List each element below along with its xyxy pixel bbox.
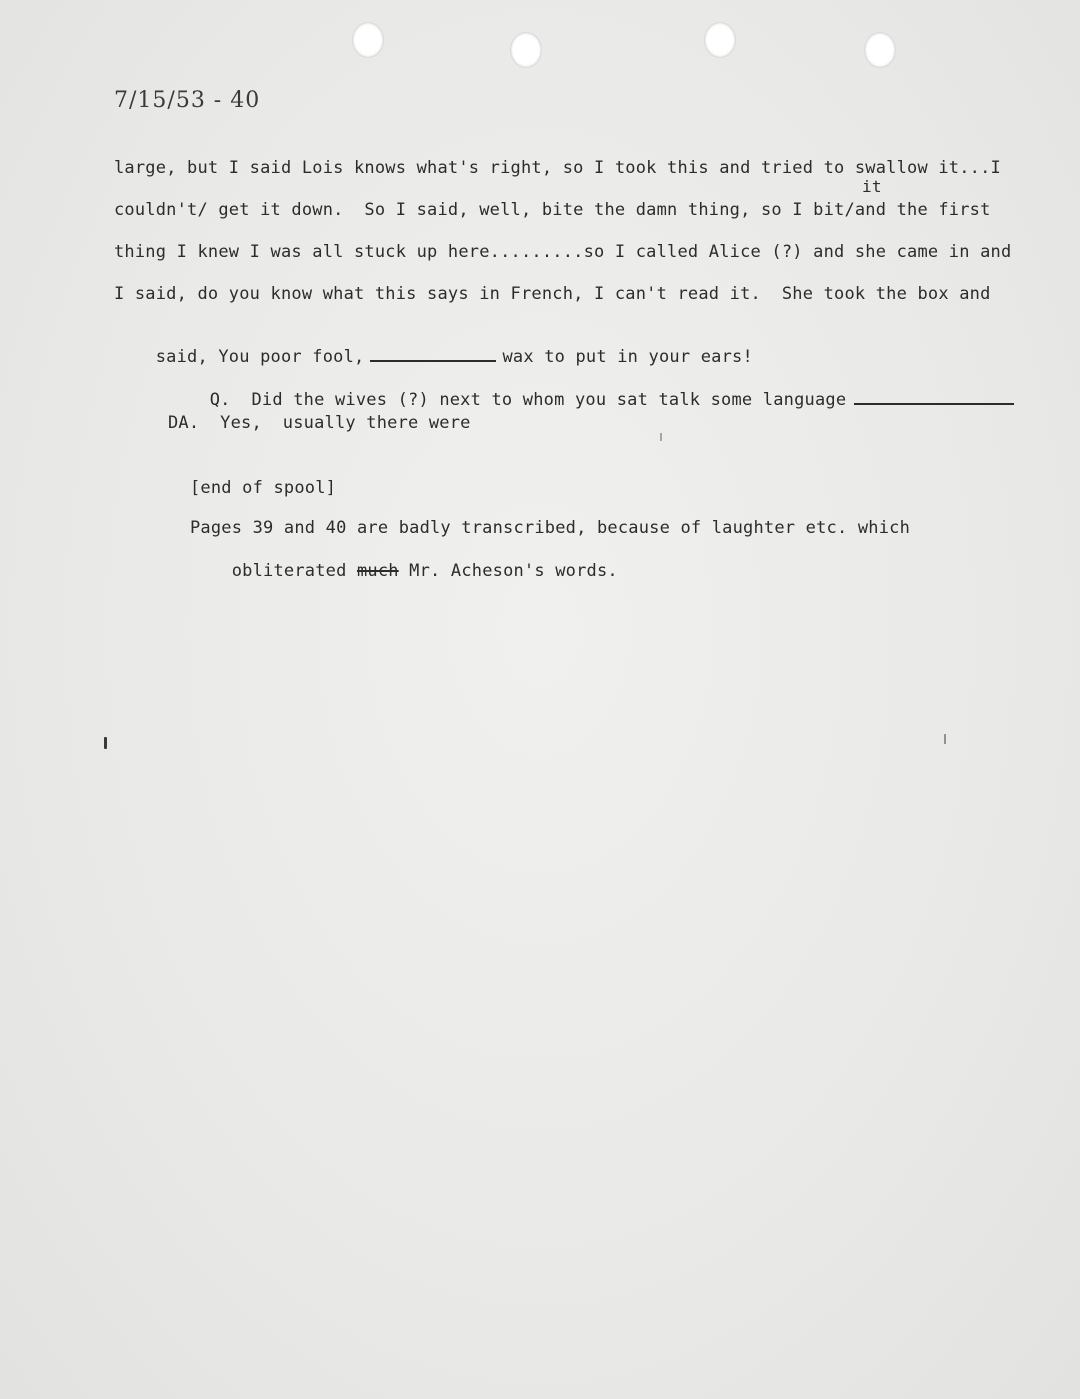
transcription-note-line-1: Pages 39 and 40 are badly transcribed, because of laughter etc. which [190, 518, 911, 538]
end-of-spool-note: [end of spool] [190, 478, 337, 498]
ink-speck [104, 737, 107, 749]
ink-speck [660, 433, 662, 441]
answer-line: DA. Yes, usually there were [168, 413, 471, 433]
transcript-line-1: large, but I said Lois knows what's right, so I took this and tried to swallow it...I [114, 158, 1001, 178]
blank-underline [854, 391, 1014, 405]
question-text: Q. Did the wives (?) next to whom you sat talk some language [209, 390, 847, 410]
page-header: 7/15/53 - 40 [114, 88, 261, 113]
transcription-note-line-2 [190, 541, 618, 601]
blank-underline [370, 348, 496, 362]
punch-hole [510, 32, 542, 68]
punch-hole [704, 22, 736, 58]
line-5-start: said, You poor fool, [155, 347, 365, 367]
ink-speck [944, 734, 946, 744]
line-5-end: wax to put in your ears! [502, 347, 753, 367]
transcript-line-3: thing I knew I was all stuck up here.........so I called Alice (?) and she came in and [114, 242, 1012, 262]
punch-hole [352, 22, 384, 58]
note-line-2-start: obliterated [231, 561, 357, 581]
transcript-line-4: I said, do you know what this says in French, I can't read it. She took the box and [114, 284, 991, 304]
struck-word: much [356, 561, 399, 581]
note-line-2-end: Mr. Acheson's words. [398, 561, 618, 581]
punch-hole [864, 32, 896, 68]
handwritten-insertion: it [862, 177, 882, 196]
transcript-line-2: couldn't/ get it down. So I said, well, bite the damn thing, so I bit/and the first [114, 200, 991, 220]
